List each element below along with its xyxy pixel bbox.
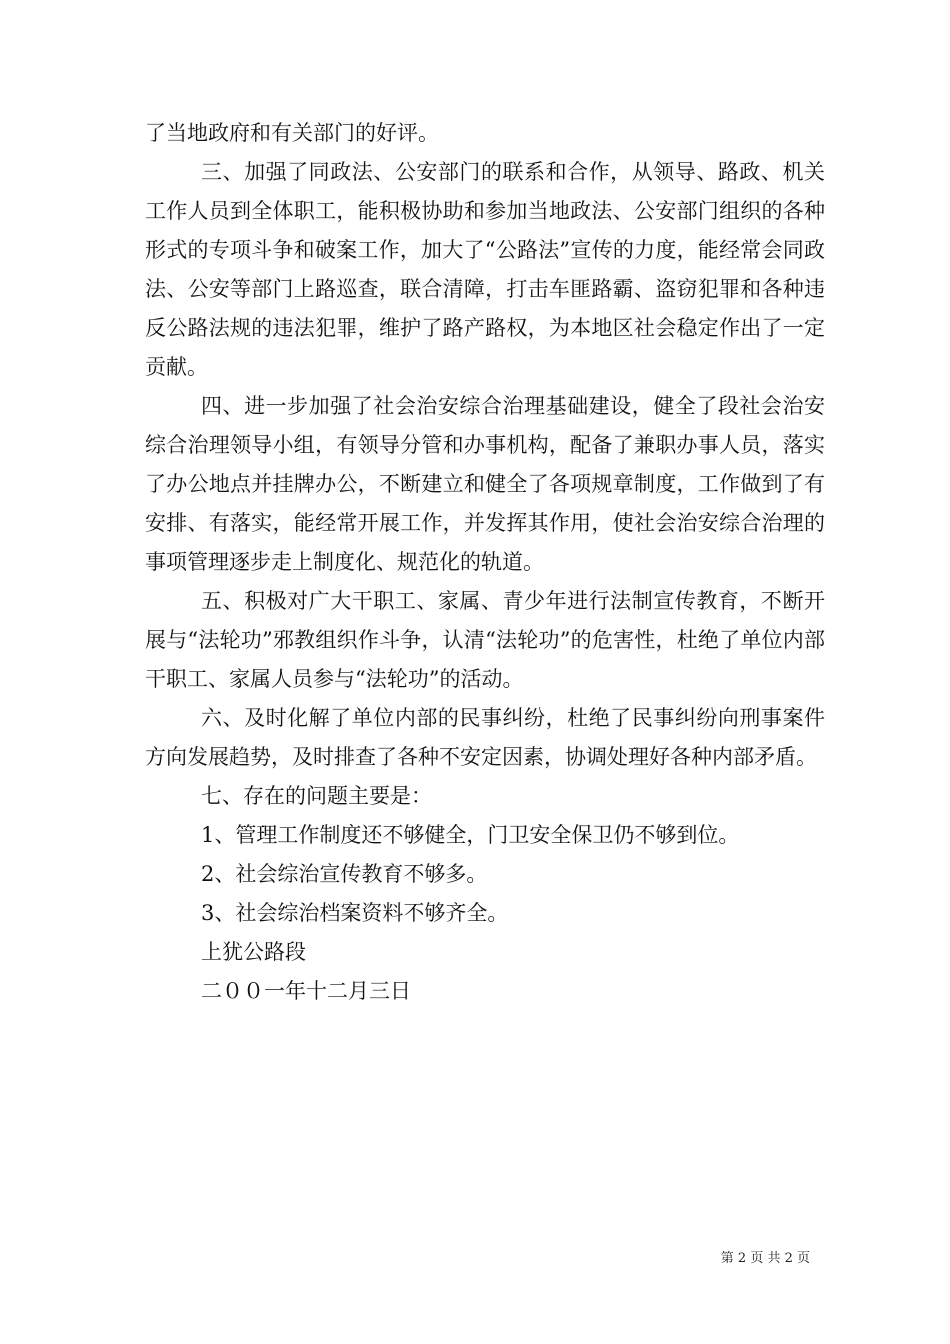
paragraph-item-5: 五、积极对广大干职工、家属、青少年进行法制宣传教育，不断开展与“法轮功”邪教组织作斗争，认清“法轮功”的危害性，杜绝了单位内部干职工、家属人员参与“法轮功”的活动。 [145,589,825,691]
paragraph-continuation: 了当地政府和有关部门的好评。 [145,121,439,145]
document-body [145,114,825,1011]
signature-organization: 上犹公路段 [201,940,306,964]
problem-item-1: 1、管理工作制度还不够健全，门卫安全保卫仍不够到位。 [201,823,740,847]
paragraph-item-7: 七、存在的问题主要是： [201,784,432,808]
paragraph-item-6: 六、及时化解了单位内部的民事纠纷，杜绝了民事纠纷向刑事案件方向发展趋势，及时排查了各种不安定因素，协调处理好各种内部矛盾。 [145,706,825,769]
paragraph-item-3: 三、加强了同政法、公安部门的联系和合作，从领导、路政、机关工作人员到全体职工，能积极协助和参加当地政法、公安部门组织的各种形式的专项斗争和破案工作，加大了“公路法”宣传的力度，能经常会同政法、公安等部门上路巡查，联合清障，打击车匪路霸、盗窃犯罪和各种违反公路法规的违法犯罪，维护了路产路权，为本地区社会稳定作出了一定贡献。 [145,160,825,379]
problem-item-3: 3、社会综治档案资料不够齐全。 [201,901,509,925]
paragraph-item-4: 四、进一步加强了社会治安综合治理基础建设，健全了段社会治安综合治理领导小组，有领导分管和办事机构，配备了兼职办事人员，落实了办公地点并挂牌办公，不断建立和健全了各项规章制度，工作做到了有安排、有落实，能经常开展工作，并发挥其作用，使社会治安综合治理的事项管理逐步走上制度化、规范化的轨道。 [145,394,825,574]
page-number-footer: 第 2 页 共 2 页 [720,1251,810,1266]
signature-date: 二００一年十二月三日 [201,979,411,1003]
problem-item-2: 2、社会综治宣传教育不够多。 [201,862,488,886]
